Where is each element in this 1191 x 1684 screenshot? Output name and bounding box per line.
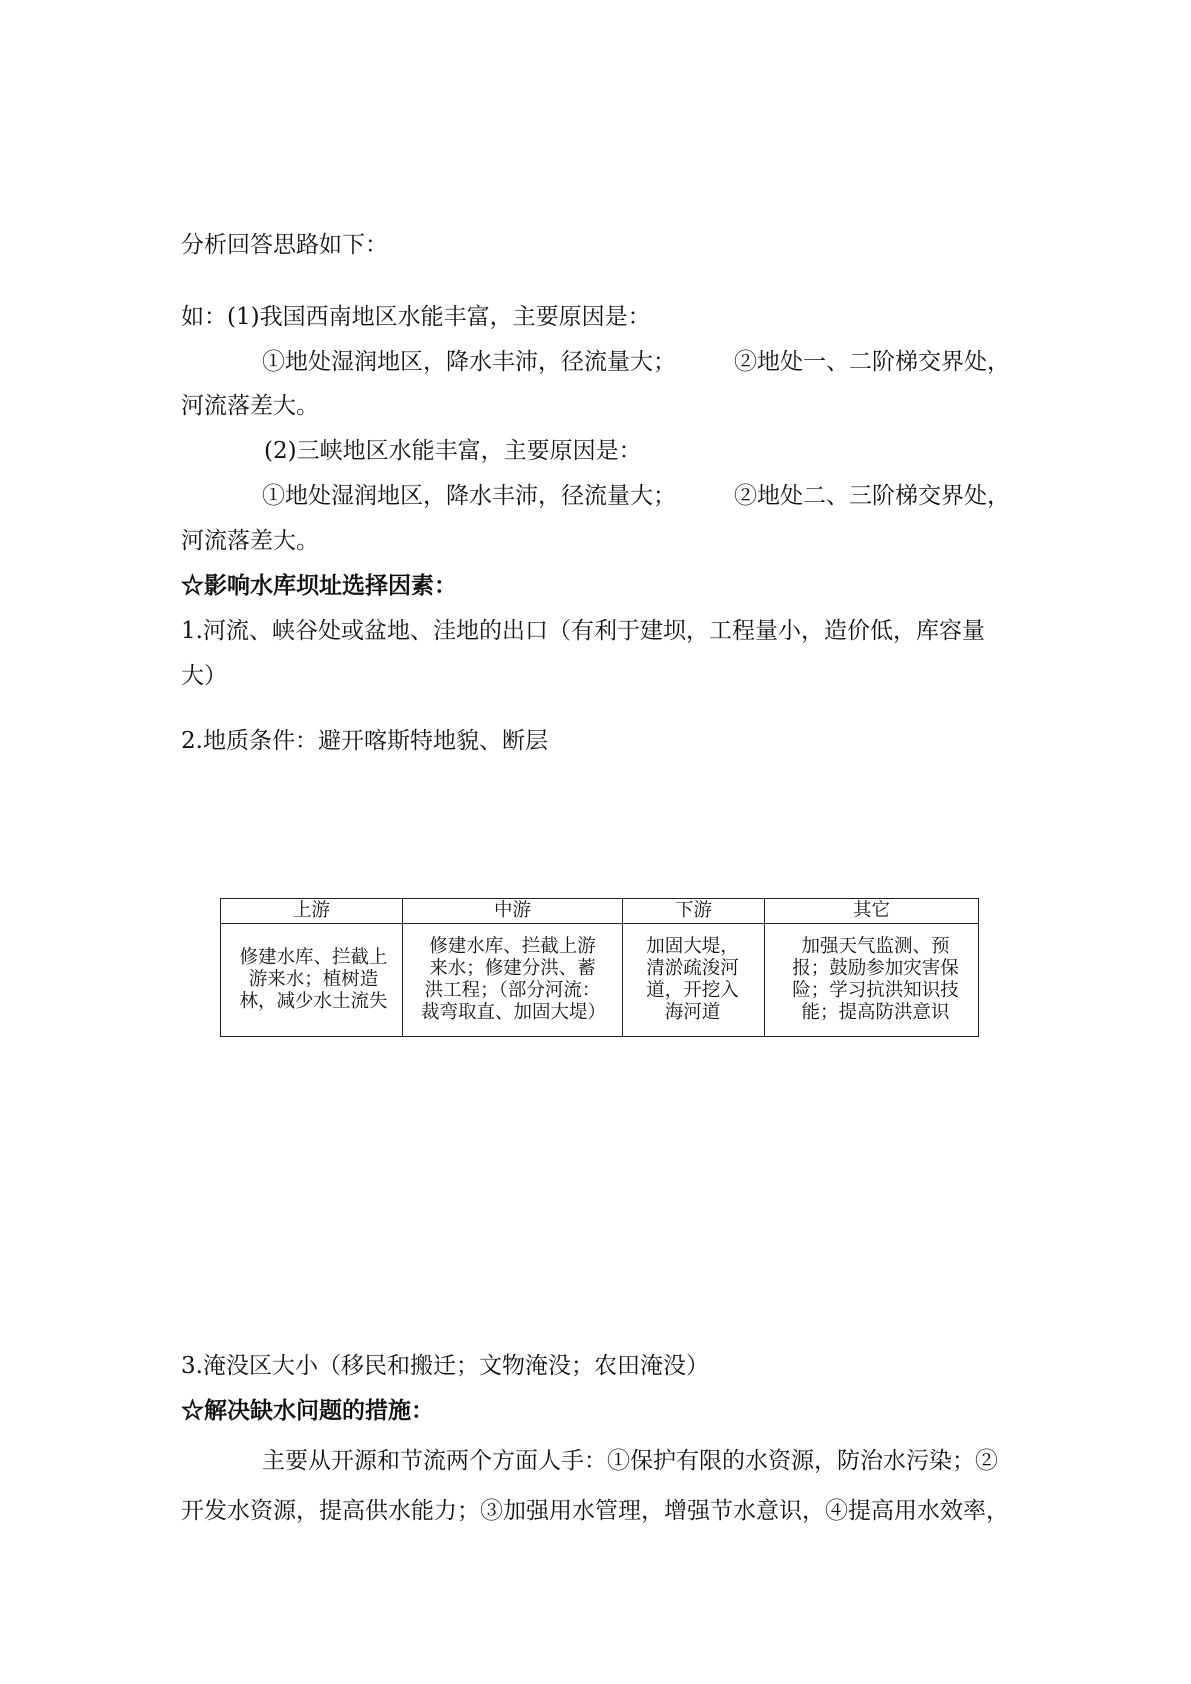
cell-other: 加强天气监测、预报；鼓励参加灾害保险；学习抗洪知识技能；提高防洪意识 (765, 924, 979, 1037)
flood-measures-table-wrap (220, 898, 979, 1037)
example-question-1: 如：(1)我国西南地区水能丰富，主要原因是： (181, 304, 651, 330)
q1-reasons-line (262, 346, 1010, 378)
heading-dam-site-factors: ☆影响水库坝址选择因素： (181, 572, 457, 599)
dam-item-1-line-1: 1.河流、峡谷处或盆地、洼地的出口（有利于建坝，工程量小，造价低，库容量 (181, 618, 985, 644)
flood-measures-table (220, 898, 979, 1037)
cell-midstream: 修建水库、拦截上游来水；修建分洪、蓄洪工程；（部分河流：裁弯取直、加固大堤） (403, 924, 623, 1037)
water-measures-line-2: 开发水资源，提高供水能力；③加强用水管理，增强节水意识，④提高用水效率， (181, 1498, 1009, 1524)
cell-upstream: 修建水库、拦截上游来水；植树造林，减少水土流失 (221, 924, 403, 1037)
header-other: 其它 (765, 899, 979, 924)
q2-reason-2: ②地处二、三阶梯交界处， (734, 483, 1010, 509)
header-downstream: 下游 (623, 899, 765, 924)
q1-continuation: 河流落差大。 (181, 393, 319, 419)
heading-water-shortage: ☆解决缺水问题的措施： (181, 1397, 434, 1424)
example-question-2: (2)三峡地区水能丰富，主要原因是： (264, 438, 642, 464)
header-midstream: 中游 (403, 899, 623, 924)
q2-continuation: 河流落差大。 (181, 528, 319, 554)
q1-reason-2: ②地处一、二阶梯交界处， (734, 349, 1010, 375)
dam-item-1-line-2: 大） (181, 663, 227, 689)
q2-reason-1: ①地处湿润地区，降水丰沛，径流量大； (262, 483, 676, 509)
cell-downstream: 加固大堤，清淤疏浚河道，开挖入海河道 (623, 924, 765, 1037)
dam-item-2: 2.地质条件：避开喀斯特地貌、断层 (181, 728, 548, 754)
header-upstream: 上游 (221, 899, 403, 924)
q2-reasons-line (262, 480, 1010, 512)
q1-reason-1: ①地处湿润地区，降水丰沛，径流量大； (262, 349, 676, 375)
table-row (221, 924, 979, 1037)
table-header-row (221, 899, 979, 924)
dam-item-3: 3.淹没区大小（移民和搬迁；文物淹没；农田淹没） (181, 1353, 709, 1379)
water-measures-line-1: 主要从开源和节流两个方面人手：①保护有限的水资源，防治水污染；② (262, 1448, 998, 1474)
intro-text: 分析回答思路如下： (181, 232, 388, 258)
